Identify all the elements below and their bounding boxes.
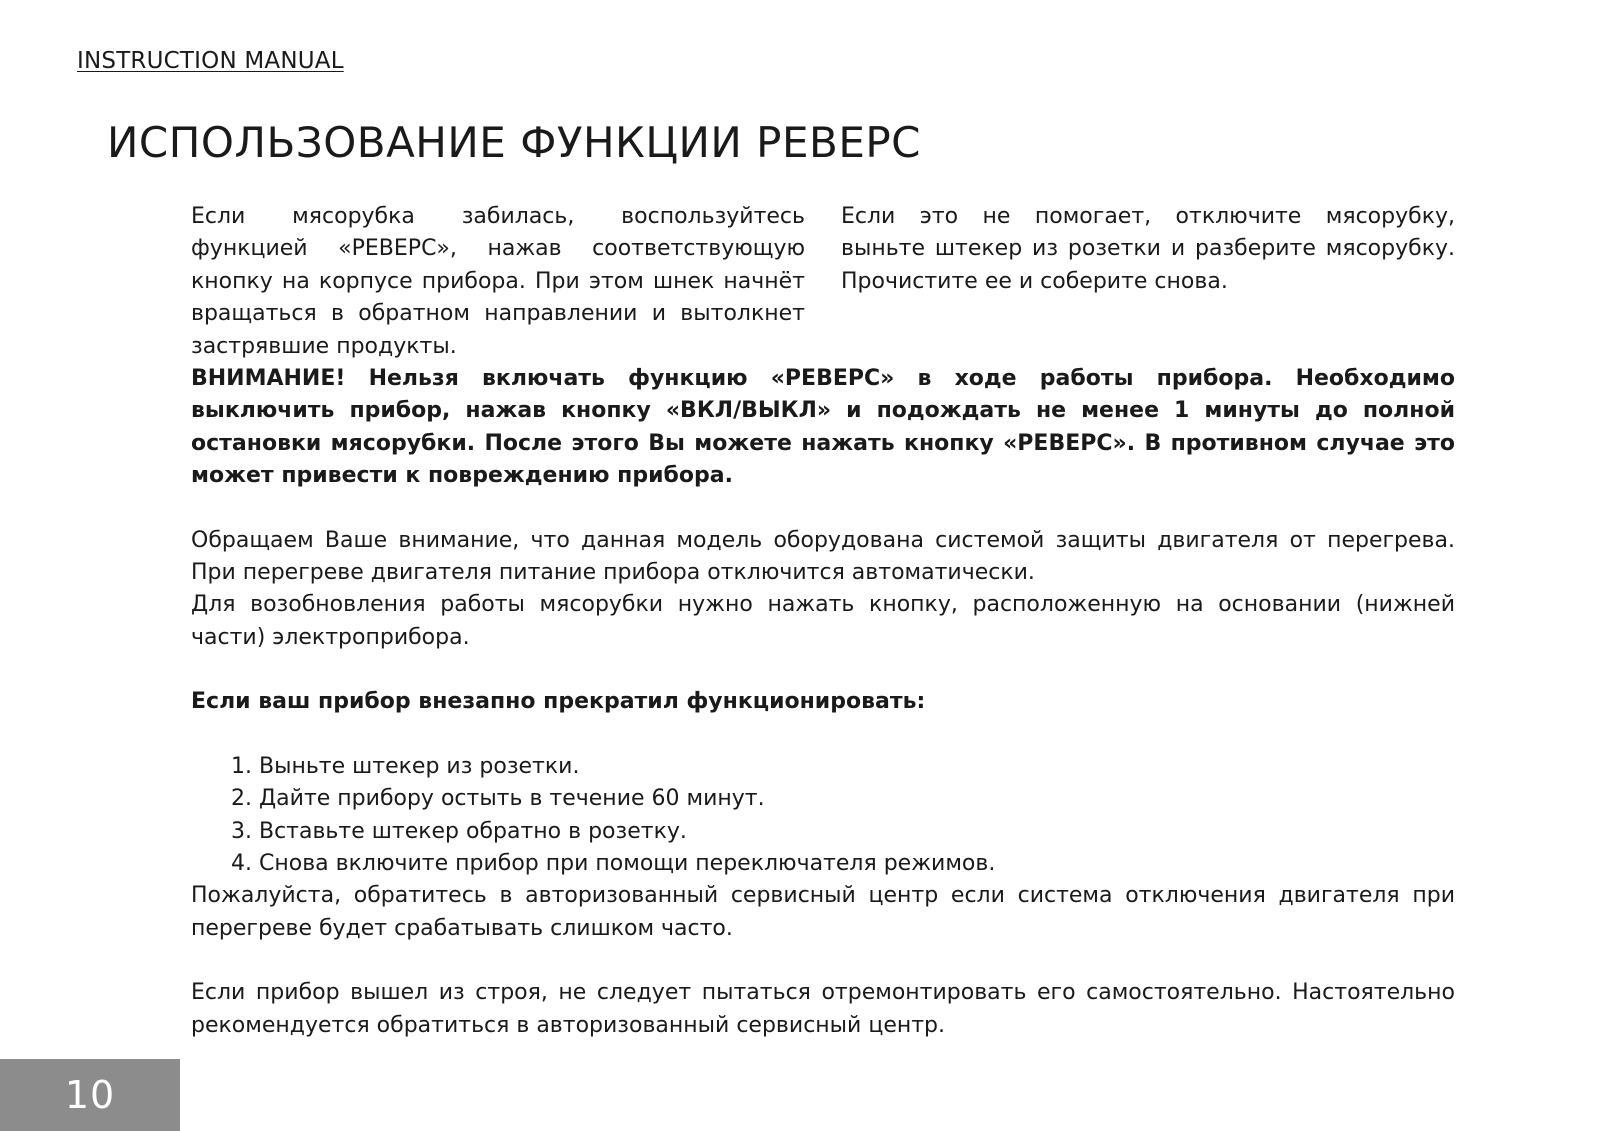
malfunction-heading: Если ваш прибор внезапно прекратил функционировать: (191, 689, 926, 715)
page-number: 10 (0, 1059, 180, 1131)
manual-header-label: INSTRUCTION MANUAL (77, 48, 344, 74)
overheat-paragraph-2: Для возобновления работы мясорубки нужно нажать кнопку, расположенную на основании (нижней части) электроприбора. (191, 592, 1455, 650)
page-title: ИСПОЛЬЗОВАНИЕ ФУНКЦИИ РЕВЕРС (107, 118, 922, 167)
reverse-warning: ВНИМАНИЕ! Нельзя включать функцию «РЕВЕРС» в ходе работы прибора. Необходимо выключить прибор, нажав кнопку «ВКЛ/ВЫКЛ» и подождать не менее 1 минуты до полной остановки мясорубки. После этого Вы можете нажать кнопку «РЕВЕРС». В противном случае это может привести к повреждению прибора. (191, 366, 1455, 489)
page-content (191, 201, 1455, 1042)
reverse-left-paragraph: Если мясорубка забилась, воспользуйтесь функцией «РЕВЕРС», нажав соответствующую кнопку на корпусе прибора. При этом шнек начнёт вращаться в обратном направлении и вытолкнет застрявшие продукты. (191, 204, 805, 359)
reverse-right-paragraph: Если это не помогает, отключите мясорубку, выньте штекер из розетки и разберите мясорубку. Прочистите ее и соберите снова. (841, 204, 1455, 294)
list-item: 2. Дайте прибору остыть в течение 60 минут. (231, 786, 765, 812)
malfunction-note: Пожалуйста, обратитесь в авторизованный сервисный центр если система отключения двигателя при перегреве будет срабатывать слишком часто. (191, 883, 1455, 941)
list-item: 3. Вставьте штекер обратно в розетку. (231, 818, 687, 844)
reverse-columns (191, 201, 1455, 363)
overheat-paragraph-1: Обращаем Ваше внимание, что данная модель оборудована системой защиты двигателя от перегрева. При перегреве двигателя питание прибора отключится автоматически. (191, 527, 1455, 586)
list-item: 4. Снова включите прибор при помощи переключателя режимов. (231, 850, 996, 876)
malfunction-steps-list (191, 751, 1455, 881)
repair-paragraph: Если прибор вышел из строя, не следует пытаться отремонтировать его самостоятельно. Настоятельно рекомендуется обратиться в авторизованный сервисный центр. (191, 980, 1455, 1038)
list-item: 1. Выньте штекер из розетки. (231, 753, 580, 779)
